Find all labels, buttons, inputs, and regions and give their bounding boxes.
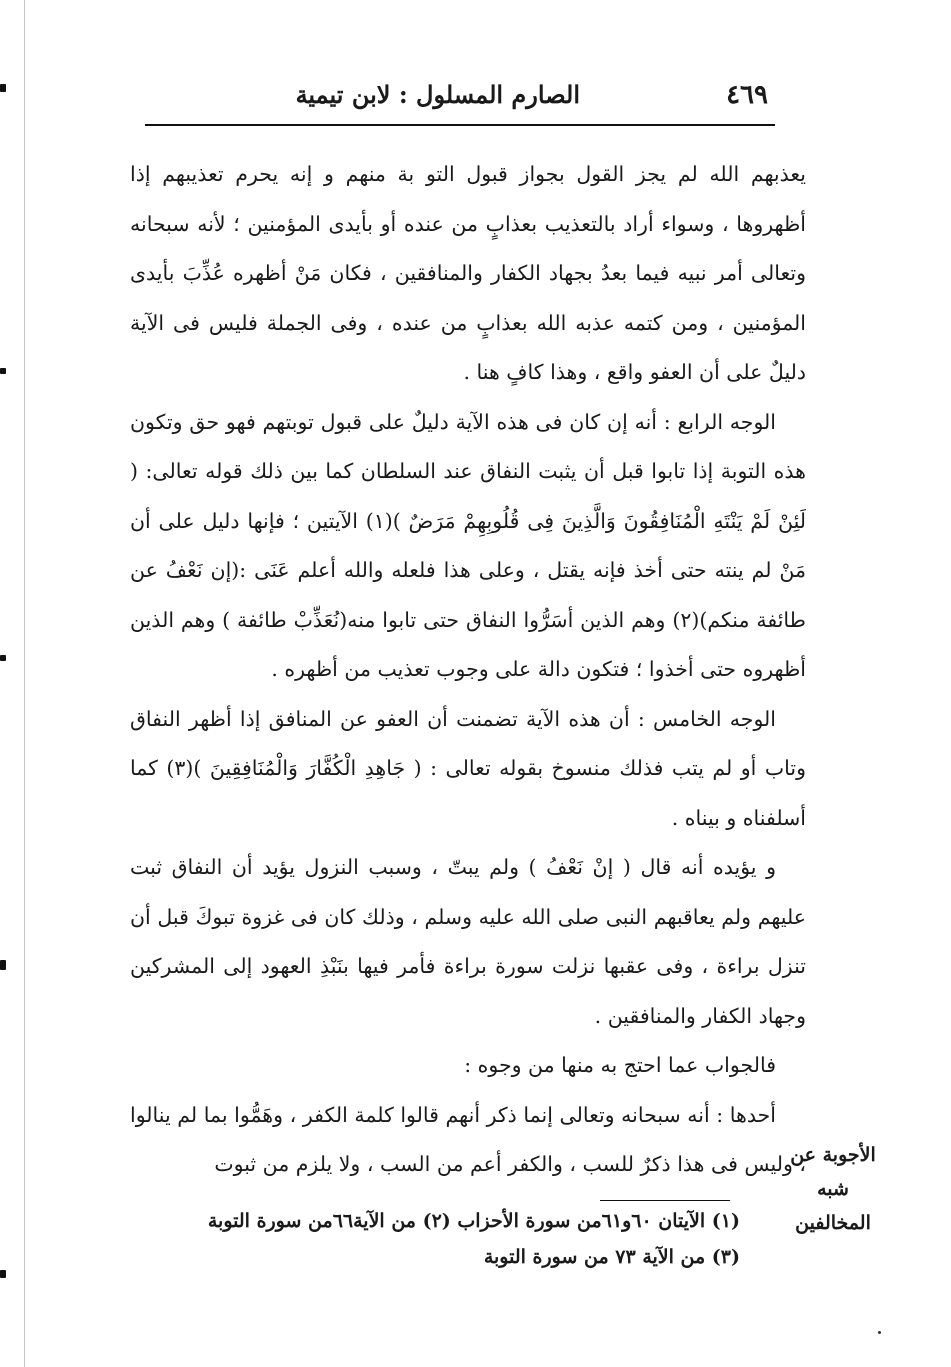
scan-edge-mark [0, 655, 6, 661]
scan-edge-mark [0, 84, 6, 92]
margin-note-line: الأجوبة عن [790, 1144, 876, 1166]
footnote-line: (٣) من الآية ٧٣ من سورة التوبة [483, 1246, 740, 1268]
page-header [140, 76, 780, 120]
paragraph: الوجه الرابع : أنه إن كان فى هذه الآية دليلٌ على قبول توبتهم فهو حق وتكون هذه التوبة إذا تابوا قبل أن يثبت النفاق عند السلطان كما بين ذلك قوله تعالى: ( لَئِنْ لَمْ يَنْتَهِ الْمُنَافِقُونَ وَالَّذِينَ فِى قُلُوبِهِمْ مَرَضٌ )(١) الآيتين ؛ فإنها دليل على أن مَنْ لم ينته حتى أخذ فإنه يقتل ، وعلى هذا فلعله والله أعلم عَنَى :(إن نَعْفُ عن طائفة منكم)(٢) وهم الذين أسَرُّوا النفاق حتى تابوا منه(نُعَذِّبْ طائفة ) وهم الذين أظهروه حتى أخذوا ؛ فتكون دالة على وجوب تعذيب من أظهره . [130, 409, 806, 681]
scan-speck [878, 1331, 881, 1334]
header-rule [145, 124, 775, 126]
scan-edge-mark [0, 1270, 6, 1278]
running-title: الصارم المسلول : لابن تيمية [295, 80, 580, 109]
paragraph: يعذبهم الله لم يجز القول بجواز قبول التو بة منهم و إنه يحرم تعذيبهم إذا أظهروها ، وسواء أراد بالتعذيب بعذابٍ من عنده أو بأيدى المؤمنين ؛ لأنه سبحانه وتعالى أمر نبيه فيما بعدُ بجهاد الكفار والمنافقين ، فكان مَنْ أظهره عُذِّبَ بأيدى المؤمنين ، ومن كتمه عذبه الله بعذابٍ من عنده ، وفى الجملة فليس فى الآية دليلٌ على أن العفو واقع ، وهذا كافٍ هنا . [130, 162, 806, 384]
scan-edge-mark [0, 368, 6, 374]
paragraph: أحدها : أنه سبحانه وتعالى إنما ذكر أنهم قالوا كلمة الكفر ، وهَمُّوا بما لم ينالوا ، وليس فى هذا ذكرٌ للسب ، والكفر أعم من السب ، ولا يلزم من ثبوت [130, 1102, 806, 1176]
paragraph: فالجواب عما احتج به منها من وجوه : [464, 1053, 776, 1077]
footnote-rule [600, 1200, 730, 1201]
page-number: ٤٦٩ [726, 80, 768, 110]
scan-edge-mark [0, 960, 6, 970]
paragraph: و يؤيده أنه قال ( إنْ نَعْفُ ) ولم يبتّ ، وسبب النزول يؤيد أن النفاق ثبت عليهم ولم يعاقبهم النبى صلى الله عليه وسلم ، وذلك كان فى غزوة تبوكَ قبل أن تنزل براءة ، وفى عقبها نزلت سورة براءة فأمر فيها بنَبْذِ العهود إلى المشركين وجهاد الكفار والمنافقين . [130, 855, 806, 1028]
margin-note [778, 1138, 888, 1240]
footnotes [140, 1203, 740, 1275]
paragraph: الوجه الخامس : أن هذه الآية تضمنت أن العفو عن المنافق إذا أظهر النفاق وتاب أو لم يتب فذلك منسوخ بقوله تعالى : ( جَاهِدِ الْكُفَّارَ وَالْمُنَافِقِينَ )(٣) كما أسلفناه و بيناه . [130, 706, 806, 830]
footnote-line: (١) الآيتان ٦٠و٦١من سورة الأحزاب (٢) من الآية٦٦من سورة التوبة [207, 1210, 740, 1232]
margin-note-line: شبه المخالفين [795, 1178, 871, 1234]
main-text [130, 150, 806, 1190]
binding-edge-line [24, 0, 25, 1367]
